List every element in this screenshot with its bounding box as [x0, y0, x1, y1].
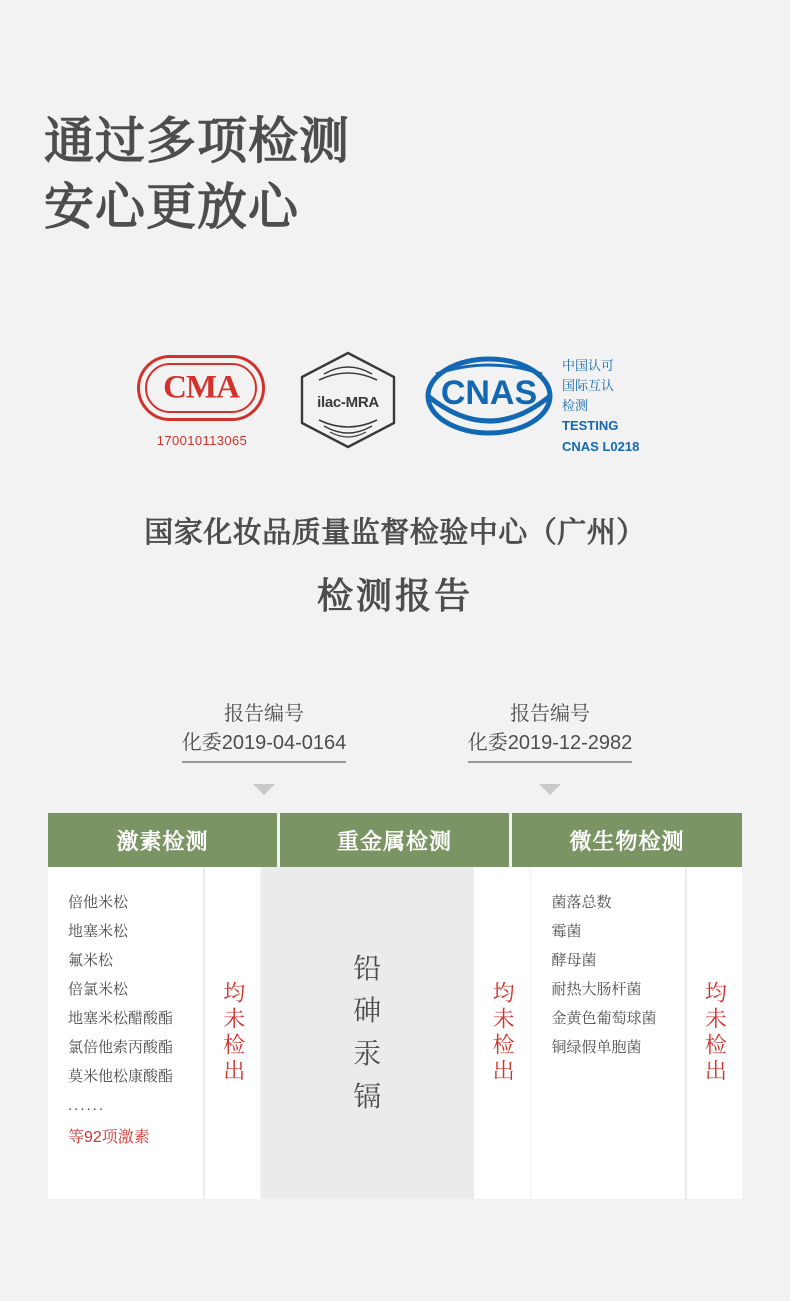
microbe-items-cell: [531, 867, 684, 1199]
hormone-ellipsis: ......: [68, 1096, 106, 1114]
list-item: 酵母菌: [551, 951, 597, 969]
ilac-mra-logo: [297, 350, 399, 450]
list-item: 菌落总数: [551, 894, 612, 911]
cnas-logo-text: CNAS: [440, 374, 538, 412]
report-number-2-label: 报告编号: [510, 703, 590, 725]
cma-certificate-number: 170010113065: [156, 433, 248, 448]
table-header-hormones: 激素检测: [48, 813, 280, 867]
cnas-side-line-4: TESTING: [562, 418, 619, 434]
report-numbers: [0, 700, 790, 795]
list-item: 金黄色葡萄球菌: [551, 1009, 657, 1027]
cma-logo-text: CMA: [163, 369, 239, 406]
list-item: 砷: [353, 995, 382, 1027]
list-item: 莫米他松康酸酯: [68, 1067, 174, 1085]
heavy-metal-list: [353, 948, 381, 1118]
cnas-side-line-1: 中国认可: [562, 358, 615, 373]
cma-logo: [137, 355, 267, 448]
list-item: 氯倍他索丙酸酯: [68, 1038, 174, 1056]
report-number-1: [148, 700, 380, 763]
list-item: 铅: [353, 952, 382, 984]
report-title: 检测报告: [316, 575, 473, 616]
cnas-side-line-3: 检测: [562, 398, 589, 414]
hormone-verdict-cell: [203, 867, 260, 1199]
table-header-row: [48, 813, 742, 867]
headline-line-2: 安心更放心: [44, 179, 299, 235]
list-item: 地塞米松醋酸酯: [68, 1009, 174, 1027]
microbe-verdict-text: 均未检出: [702, 981, 728, 1085]
hormone-verdict-text: 均未检出: [220, 981, 246, 1085]
list-item: 耐热大肠杆菌: [551, 980, 642, 998]
cnas-accreditation-text: [562, 356, 639, 457]
headline-line-1: 通过多项检测: [44, 113, 350, 169]
cnas-side-line-5: CNAS L0218: [562, 438, 640, 454]
list-item: 镉: [353, 1080, 382, 1112]
list-item: 铜绿假单胞菌: [551, 1038, 642, 1056]
cnas-logo: [424, 348, 554, 444]
report-number-2-value: 化委2019-12-2982: [468, 729, 633, 763]
heavy-metal-verdict-text: 均未检出: [490, 981, 516, 1085]
table-body: [48, 867, 742, 1199]
list-item: 倍他米松: [68, 894, 129, 911]
list-item: 汞: [353, 1038, 382, 1069]
test-results-table: [48, 813, 742, 1199]
heavy-metal-items-cell: [262, 867, 472, 1199]
hormone-total-count: 等92项激素: [68, 1128, 150, 1146]
report-number-1-label: 报告编号: [224, 703, 304, 725]
report-number-1-value: 化委2019-04-0164: [182, 729, 347, 763]
table-header-microbes: 微生物检测: [512, 813, 742, 867]
certification-logos: [0, 340, 790, 475]
heavy-metal-verdict-cell: [472, 867, 529, 1199]
cma-badge-icon: [137, 355, 265, 421]
organization-title: 国家化妆品质量监督检验中心（广州）: [144, 517, 646, 549]
list-item: 倍氯米松: [68, 980, 129, 998]
report-number-2: [430, 700, 670, 763]
cnas-side-line-2: 国际互认: [562, 378, 615, 394]
page-title: [44, 108, 350, 240]
hormone-items-cell: [48, 867, 203, 1199]
list-item: 氟米松: [68, 951, 114, 969]
list-item: 地塞米松: [68, 922, 129, 940]
arrow-down-icon-1: [253, 784, 275, 795]
ilac-logo-text: ilac-MRA: [317, 394, 379, 411]
list-item: 霉菌: [551, 922, 582, 940]
arrow-down-icon-2: [539, 784, 561, 795]
table-header-heavy-metals: 重金属检测: [280, 813, 512, 867]
microbe-verdict-cell: [685, 867, 742, 1199]
